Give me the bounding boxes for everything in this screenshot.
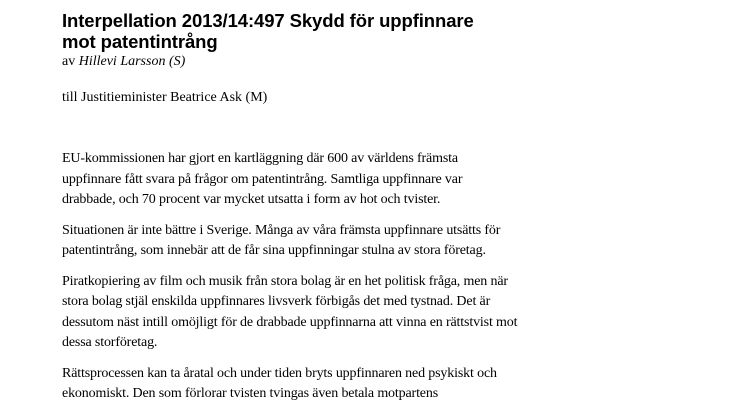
text-line: dessutom näst intill omöjligt för de drabbade uppfinnarna att vinna en rättstvist mot: [62, 314, 518, 330]
author-name: Hillevi Larsson (S): [78, 54, 186, 69]
byline: [62, 53, 562, 70]
text-line: Situationen är inte bättre i Sverige. Många av våra främsta uppfinnare utsätts för: [62, 222, 501, 238]
text-line: EU-kommissionen har gjort en kartläggning där 600 av världens främsta: [62, 151, 458, 166]
text-line: ekonomiskt. Den som förlorar tvisten tvingas även betala motpartens: [62, 386, 439, 401]
text-line: stora bolag stjäl enskilda uppfinnares livsverk förbigås det med tystnad. Det är: [62, 294, 491, 309]
title-line-1: Interpellation 2013/14:497 Skydd för uppfinnare: [62, 10, 474, 31]
paragraph-3: [62, 272, 562, 354]
text-line: patentintrång, som innebär att de får sina uppfinningar stulna av stora företag.: [62, 243, 486, 258]
body-text: [62, 149, 562, 405]
document-page: [62, 10, 562, 415]
paragraph-4: [62, 364, 562, 405]
text-line: Rättsprocessen kan ta åratal och under tiden bryts uppfinnaren ned psykiskt och: [62, 365, 497, 381]
page-title: [62, 10, 562, 52]
text-line: Piratkopiering av film och musik från stora bolag är en het politisk fråga, men när: [62, 273, 508, 289]
addressee: till Justitieminister Beatrice Ask (M): [62, 90, 268, 105]
text-line: uppfinnare fått svara på frågor om patentintrång. Samtliga uppfinnare var: [62, 171, 463, 187]
byline-prefix: av: [62, 54, 76, 69]
paragraph-2: [62, 221, 562, 262]
text-line: drabbade, och 70 procent var mycket utsatta i form av hot och tvister.: [62, 192, 441, 207]
text-line: dessa storföretag.: [62, 335, 158, 350]
title-line-2: mot patentintrång: [62, 31, 218, 52]
paragraph-1: [62, 149, 562, 211]
